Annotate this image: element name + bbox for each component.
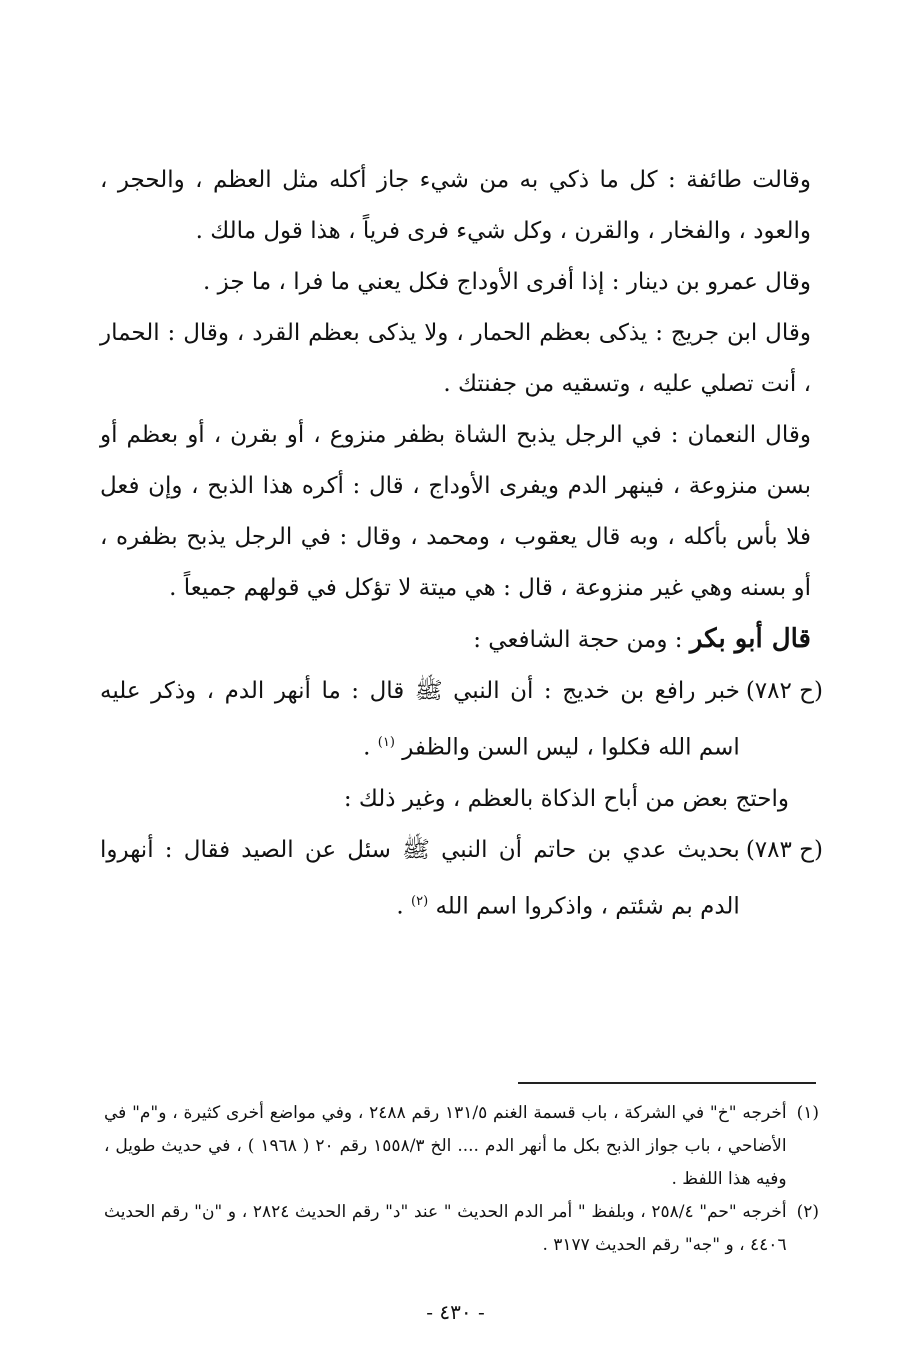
- hadith-text: [100, 666, 740, 774]
- hadith-text: [100, 825, 740, 933]
- footnote-1: [104, 1097, 819, 1196]
- footnote-text: أخرجه "خ" في الشركة ، باب قسمة الغنم ١٣١/٥ رقم ٢٤٨٨ ، وفي مواضع أخرى كثيرة ، و"م" في الأضاحي ، باب جواز الذبح بكل ما أنهر الدم .... الخ ١٥٥٨/٣ رقم ٢٠ ( ١٩٦٨ ) ، في حديث طويل ، وفيه هذا اللفظ .: [104, 1103, 787, 1189]
- hadith-number: (ح ٧٨٣): [745, 836, 823, 863]
- page-number: - ٤٣٠ -: [426, 1300, 485, 1324]
- hadith-782: [100, 666, 823, 774]
- hadith-783: [100, 825, 823, 933]
- hadith-782-body: خبر رافع بن خديج : أن النبي ﷺ قال : ما أنهر الدم ، وذكر عليه اسم الله فكلوا ، ليس السن والظفر: [100, 678, 740, 761]
- footnote-ref: (١): [377, 735, 395, 750]
- paragraph-ibn-jurayj: وقال ابن جريج : يذكى بعظم الحمار ، ولا يذكى بعظم القرد ، وقال : الحمار ، أنت تصلي عليه ، وتسقيه من جفنتك .: [100, 320, 811, 397]
- footnote-number: (٢): [796, 1202, 819, 1222]
- footnote-2: [104, 1196, 819, 1262]
- paragraph-maalik: وقالت طائفة : كل ما ذكي به من شيء جاز أكله مثل العظم ، والحجر ، والعود ، والفخار ، والقرن ، وكل شيء فرى فرياً ، هذا قول مالك .: [100, 167, 811, 244]
- main-text: [100, 155, 823, 932]
- footnote-divider: [518, 1082, 816, 1084]
- abu-bakr-label: قال أبو بكر: [689, 624, 811, 654]
- hadith-783-end: .: [396, 893, 411, 920]
- hadith-782-end: .: [363, 734, 378, 761]
- abu-bakr-heading: [100, 614, 811, 666]
- footnotes: [104, 1097, 819, 1262]
- paragraph-amr: وقال عمرو بن دينار : إذا أفرى الأوداج فكل يعني ما فرا ، ما جز .: [203, 269, 811, 295]
- abu-bakr-rest: : ومن حجة الشافعي :: [473, 627, 690, 653]
- footnote-ref: (٢): [411, 893, 429, 909]
- footnote-number: (١): [796, 1103, 819, 1123]
- paragraph-numan: وقال النعمان : في الرجل يذبح الشاة بظفر منزوع ، أو بقرن ، أو بعظم أو بسن منزوعة ، فينهر الدم ويفرى الأوداج ، قال : أكره هذا الذبح ، وإن فعل فلا بأس بأكله ، وبه قال يعقوب ، ومحمد ، وقال : في الرجل يذبح بظفره ، أو بسنه وهي غير منزوعة ، قال : هي ميتة لا تؤكل في قولهم جميعاً .: [100, 422, 811, 601]
- footnote-text: أخرجه "حم" ٢٥٨/٤ ، وبلفظ " أمر الدم الحديث " عند "د" رقم الحديث ٢٨٢٤ ، و "ن" رقم الحديث ٤٤٠٦ ، و "جه" رقم الحديث ٣١٧٧ .: [104, 1202, 787, 1255]
- hadith-number: (ح ٧٨٢): [745, 678, 823, 704]
- hadith-783-body: بحديث عدي بن حاتم أن النبي ﷺ سئل عن الصيد فقال : أنهروا الدم بم شئتم ، واذكروا اسم الله: [100, 836, 740, 920]
- intermediate-line: واحتج بعض من أباح الذكاة بالعظم ، وغير ذلك :: [343, 785, 789, 812]
